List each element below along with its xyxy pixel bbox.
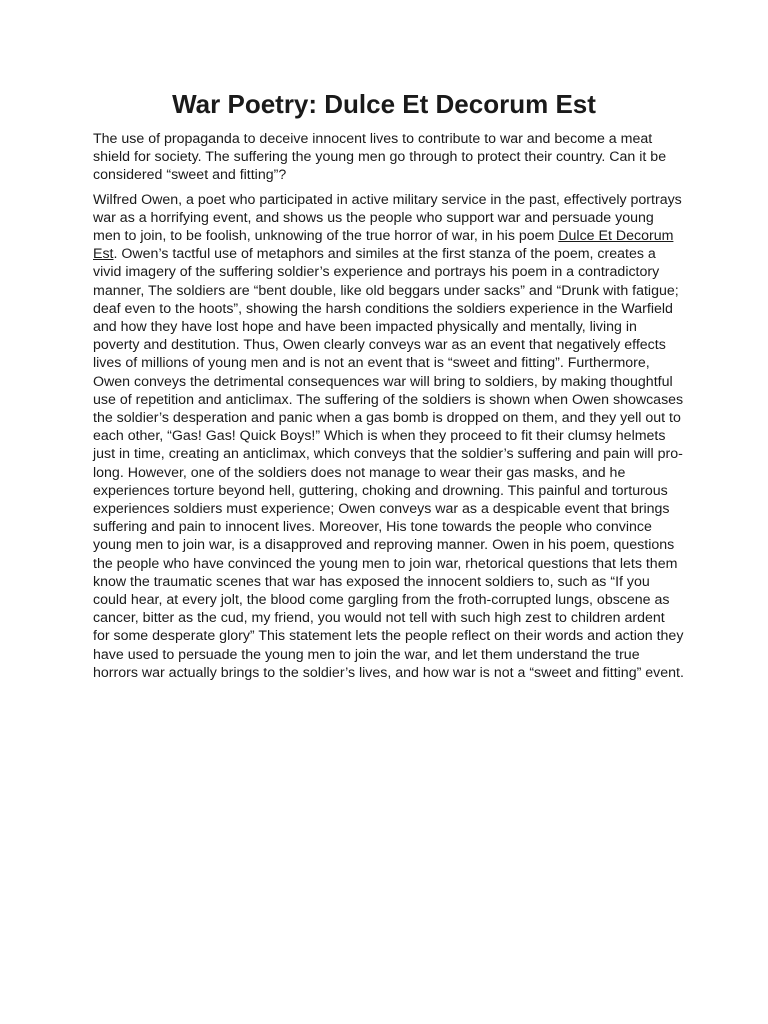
main-paragraph-text-start: Wilfred Owen, a poet who participated in active military service in the past, effectively portrays war as a horrifying event, and shows us the people who support war and persuade young men to join, to be foolish, unknowing of the true horror of war, in his poem	[93, 191, 682, 245]
main-paragraph-text-end: . Owen’s tactful use of metaphors and similes at the first stanza of the poem, creates a vivid imagery of the suffering soldier’s experience and portrays his poem in a contradictory manner, The soldiers are “bent double, like old beggars under sacks” and “Drunk with fatigue; deaf even to the hoots”, showing the harsh conditions the soldiers experience in the Warfield and how they have lost hope and have been impacted physically and mentally, living in poverty and destitution. Thus, Owen clearly conveys war as an event that negatively effects lives of millions of young men and is not an event that is “sweet and fitting”. Furthermore, Owen conveys the detrimental consequences war will bring to soldiers, by making thoughtful use of repetition and anticlimax. The suffering of the soldiers is shown when Owen showcases the soldier’s desperation and panic when a gas bomb is dropped on them, and they yell out to each other, “Gas! Gas! Quick Boys!” Which is when they proceed to fit their clumsy helmets just in time, creating an anticlimax, which conveys that the soldier’s suffering and pain will pro-long. However, one of the soldiers does not manage to wear their gas masks, and he experiences torture beyond hell, guttering, choking and drowning. This painful and torturous experiences soldiers must experience; Owen conveys war as a despicable event that brings suffering and pain to innocent lives. Moreover, His tone towards the people who convince young men to join war, is a disapproved and reproving manner. Owen in his poem, questions the people who have convinced the young men to join war, rhetorical questions that lets them know the traumatic scenes that war has exposed the innocent soldiers to, such as “If you could hear, at every jolt, the blood come gargling from the froth-corrupted lungs, obscene as cancer, bitter as the cud, my friend, you would not tell with such high zest to children ardent for some desperate glory” This statement lets the people reflect on their words and action they have used to persuade the young men to join the war, and let them understand the true horrors war actually brings to the soldier’s lives, and how war is not a “sweet and fitting” event.	[93, 246, 684, 681]
poem-title-link[interactable]: Dulce Et Decorum Est	[93, 228, 674, 263]
main-paragraph	[93, 191, 685, 682]
document-body	[93, 130, 685, 688]
intro-paragraph: The use of propaganda to deceive innocent lives to contribute to war and become a meat shield for society. The suffering the young men go through to protect their country. Can it be considered “sweet and fitting”?	[93, 131, 667, 184]
page-title: War Poetry: Dulce Et Decorum Est	[172, 89, 596, 119]
